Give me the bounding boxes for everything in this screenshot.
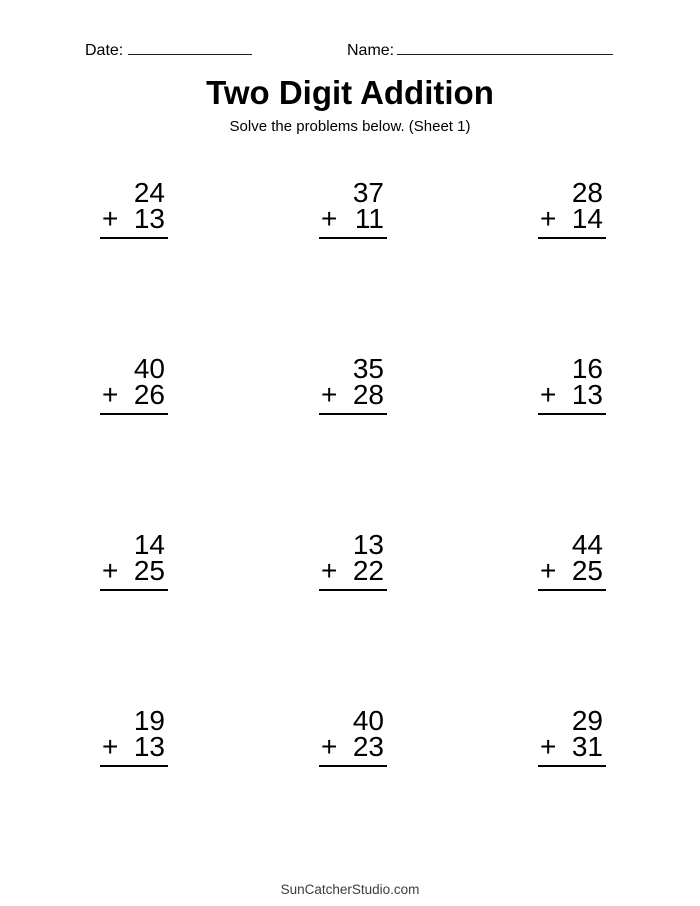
plus-sign: + — [102, 203, 119, 234]
top-addend: 44 — [571, 529, 603, 560]
top-addend: 13 — [352, 529, 384, 560]
addition-problem — [319, 353, 387, 459]
plus-sign: + — [321, 203, 338, 234]
plus-sign: + — [540, 203, 557, 234]
addition-problem — [538, 177, 606, 283]
problem-bottom-row — [319, 731, 387, 767]
addition-problem — [319, 529, 387, 635]
top-addend: 37 — [352, 177, 384, 208]
problem-bottom-row — [100, 731, 168, 767]
answer-space[interactable] — [319, 239, 387, 283]
top-addend: 40 — [352, 705, 384, 736]
bottom-addend: 25 — [571, 555, 603, 586]
plus-sign: + — [102, 379, 119, 410]
plus-sign: + — [102, 731, 119, 762]
addition-problem — [538, 353, 606, 459]
answer-space[interactable] — [538, 767, 606, 811]
problems-grid — [100, 177, 606, 811]
problem-bottom-row — [538, 731, 606, 767]
page-subtitle: Solve the problems below. (Sheet 1) — [229, 118, 471, 135]
top-addend: 19 — [133, 705, 165, 736]
bottom-addend: 14 — [571, 203, 603, 234]
problem-bottom-row — [319, 203, 387, 239]
plus-sign: + — [540, 555, 557, 586]
bottom-addend: 13 — [571, 379, 603, 410]
date-input-line[interactable] — [128, 53, 252, 55]
addition-problem — [100, 353, 168, 459]
plus-sign: + — [540, 731, 557, 762]
bottom-addend: 26 — [133, 379, 165, 410]
date-label: Date: — [85, 42, 124, 59]
answer-space[interactable] — [100, 591, 168, 635]
plus-sign: + — [102, 555, 119, 586]
top-addend: 24 — [133, 177, 165, 208]
name-input-line[interactable] — [397, 53, 613, 55]
plus-sign: + — [321, 379, 338, 410]
addition-problem — [319, 177, 387, 283]
top-addend: 35 — [352, 353, 384, 384]
name-label: Name: — [347, 42, 395, 59]
name-field — [347, 42, 613, 60]
bottom-addend: 13 — [133, 731, 165, 762]
bottom-addend: 31 — [571, 731, 603, 762]
top-addend: 14 — [133, 529, 165, 560]
addition-problem — [100, 529, 168, 635]
answer-space[interactable] — [538, 239, 606, 283]
problem-bottom-row — [538, 555, 606, 591]
answer-space[interactable] — [100, 767, 168, 811]
answer-space[interactable] — [319, 415, 387, 459]
bottom-addend: 25 — [133, 555, 165, 586]
top-addend: 29 — [571, 705, 603, 736]
answer-space[interactable] — [100, 415, 168, 459]
bottom-addend: 22 — [352, 555, 384, 586]
addition-problem — [538, 705, 606, 811]
problem-bottom-row — [100, 203, 168, 239]
addition-problem — [100, 705, 168, 811]
answer-space[interactable] — [538, 415, 606, 459]
addition-problem — [538, 529, 606, 635]
bottom-addend: 13 — [133, 203, 165, 234]
problem-bottom-row — [100, 555, 168, 591]
problem-bottom-row — [538, 203, 606, 239]
footer-credit: SunCatcherStudio.com — [280, 882, 420, 897]
problem-bottom-row — [538, 379, 606, 415]
answer-space[interactable] — [319, 591, 387, 635]
date-field — [85, 42, 252, 60]
answer-space[interactable] — [319, 767, 387, 811]
plus-sign: + — [321, 555, 338, 586]
answer-space[interactable] — [100, 239, 168, 283]
addition-problem — [100, 177, 168, 283]
top-addend: 16 — [571, 353, 603, 384]
problem-bottom-row — [319, 379, 387, 415]
answer-space[interactable] — [538, 591, 606, 635]
addition-problem — [319, 705, 387, 811]
bottom-addend: 11 — [354, 203, 384, 234]
bottom-addend: 23 — [352, 731, 384, 762]
top-addend: 28 — [571, 177, 603, 208]
top-addend: 40 — [133, 353, 165, 384]
bottom-addend: 28 — [352, 379, 384, 410]
problem-bottom-row — [319, 555, 387, 591]
problem-bottom-row — [100, 379, 168, 415]
page-title: Two Digit Addition — [206, 74, 494, 111]
plus-sign: + — [540, 379, 557, 410]
plus-sign: + — [321, 731, 338, 762]
